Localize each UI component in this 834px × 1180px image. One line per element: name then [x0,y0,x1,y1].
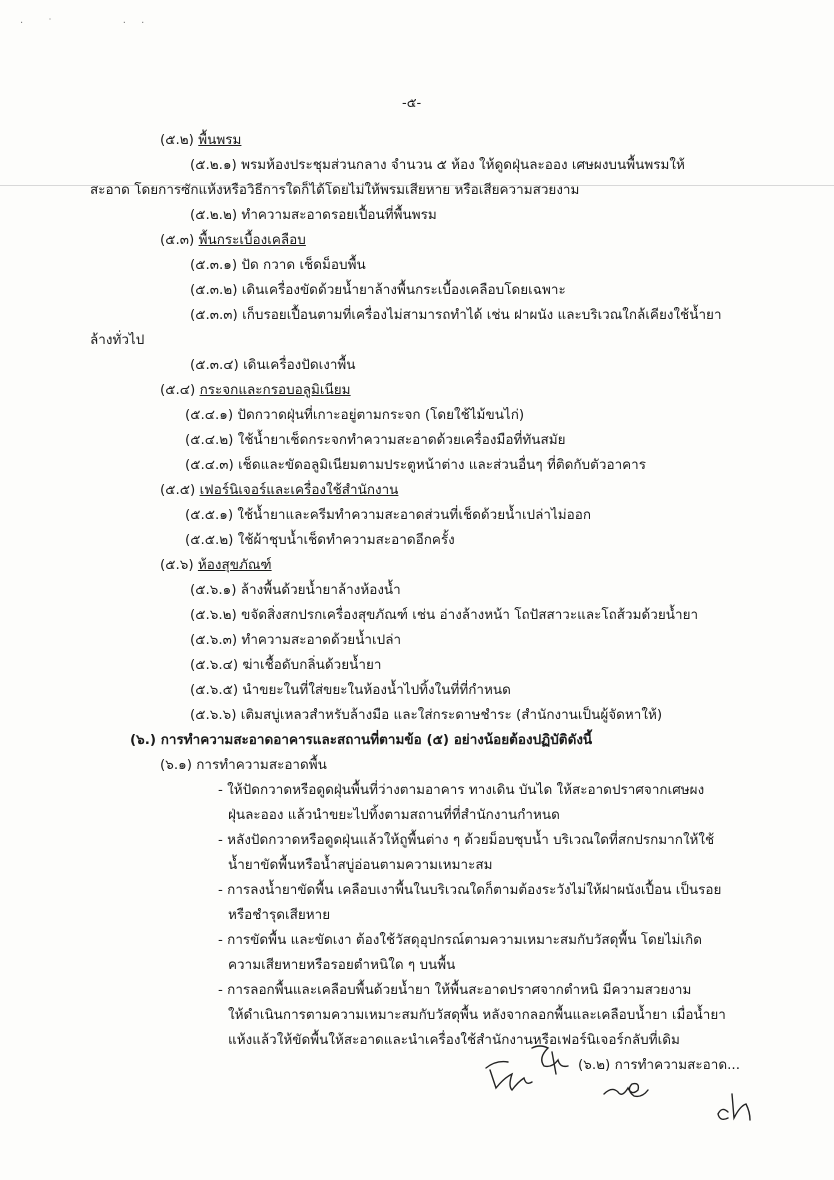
page-number: -๕- [402,96,422,111]
text-line-label: (๕.๓.๑) ปัด กวาด เช็ดม็อบพื้น [190,257,366,273]
text-line [185,430,566,450]
text-line [130,730,592,750]
text-line [90,180,579,200]
text-line-label: (๕.๖.๖) เติมสบู่เหลวสำหรับล้างมือ และใส่กระดาษชำระ (สำนักงานเป็นผู้จัดหาให้) [190,707,663,723]
text-line-label: - การลอกพื้นและเคลือบพื้นด้วยน้ำยา ให้พื้นสะอาดปราศจากตำหนิ มีความสวยงาม [218,982,692,998]
text-line [190,630,401,650]
text-line [190,155,685,175]
text-line [190,280,566,300]
text-line [218,930,702,950]
section-heading: ห้องสุขภัณฑ์ [197,557,272,573]
text-line [160,380,351,400]
text-line [218,880,721,900]
section-heading: พื้นพรม [198,132,242,148]
text-line [160,755,327,775]
scan-specks: · ˙ · · [20,18,151,29]
text-line [228,905,330,925]
section-heading: พื้นกระเบื้องเคลือบ [198,232,306,248]
text-line-label: (๕.๒) [160,132,199,148]
text-line-label: ล้างทั่วไป [90,332,145,348]
text-line [228,1030,680,1050]
text-line-label: (๖.) การทำความสะอาดอาคารและสถานที่ตามข้อ (๕) อย่างน้อยต้องปฏิบัติดังนี้ [130,732,593,748]
text-line [190,680,511,700]
text-line-label: (๕.๔.๒) ใช้น้ำยาเช็ดกระจกทำความสะอาดด้วยเครื่องมือที่ทันสมัย [185,432,566,448]
text-line-label: - หลังปัดกวาดหรือดูดฝุ่นแล้วให้ถูพื้นต่าง ๆ ด้วยม็อบชุบน้ำ บริเวณใดที่สกปรกมากให้ใช้ [218,832,715,848]
text-line [190,255,366,275]
text-line [185,455,646,475]
text-line-label: (๕.๒.๑) พรมห้องประชุมส่วนกลาง จำนวน ๕ ห้อง ให้ดูดฝุ่นละออง เศษผงบนพื้นพรมให้ [190,157,685,173]
signature-2 [604,1084,648,1097]
text-line-label: (๕.๖) [160,557,198,573]
text-line [185,505,591,525]
text-line-label: - การลงน้ำยาขัดพื้น เคลือบเงาพื้นในบริเวณใดก็ตามต้องระวังไม่ให้ฝาผนังเปื้อน เป็นรอย [218,882,722,898]
text-line [185,530,455,550]
signature-1 [486,1046,568,1090]
text-line-label: (๕.๓.๓) เก็บรอยเปื้อนตามที่เครื่องไม่สามารถทำได้ เช่น ฝาผนัง และบริเวณใกล้เคียงใช้น้ำยา [190,307,722,323]
text-line-label: (๕.๖.๑) ล้างพื้นด้วยน้ำยาล้างห้องน้ำ [190,582,401,598]
text-line-label: (๕.๔.๑) ปัดกวาดฝุ่นที่เกาะอยู่ตามกระจก (โดยใช้ไม้ขนไก่) [185,407,525,423]
text-line-label: (๕.๔.๓) เช็ดและขัดอลูมิเนียมตามประตูหน้าต่าง และส่วนอื่นๆ ที่ติดกับตัวอาคาร [185,457,647,473]
text-line [185,405,524,425]
text-line-label: (๕.๖.๒) ขจัดสิ่งสกปรกเครื่องสุขภัณฑ์ เช่น อ่างล้างหน้า โถปัสสาวะและโถส้วมด้วยน้ำยา [190,607,699,623]
text-line-label: (๕.๓.๔) เดินเครื่องปัดเงาพื้น [190,357,356,373]
text-line [190,355,356,375]
text-line-label: (๖.๑) การทำความสะอาดพื้น [160,757,327,773]
text-line [228,1005,726,1025]
text-line-label: (๕.๒.๒) ทำความสะอาดรอยเปื้อนที่พื้นพรม [190,207,437,223]
section-heading: กระจกและกรอบอลูมิเนียม [199,382,351,398]
text-line-label: (๕.๕) [160,482,200,498]
text-line-label: หรือชำรุดเสียหาย [228,907,331,923]
signature-3 [718,1094,750,1120]
text-line-label: ความเสียหายหรือรอยตำหนิใด ๆ บนพื้น [228,957,456,973]
text-line [578,1055,740,1075]
text-line-label: (๕.๕.๑) ใช้น้ำยาและครีมทำความสะอาดส่วนที่เช็ดด้วยน้ำเปล่าไม่ออก [185,507,592,523]
text-line-label: (๕.๕.๒) ใช้ผ้าชุบน้ำเช็ดทำความสะอาดอีกครั้ง [185,532,455,548]
text-line [160,555,272,575]
text-line [218,830,714,850]
text-line [160,130,241,150]
text-line [160,480,398,500]
text-line-label: ให้ดำเนินการตามความเหมาะสมกับวัสดุพื้น หลังจากลอกพื้นและเคลือบน้ำยา เมื่อน้ำยา [228,1007,726,1023]
text-line [218,980,691,1000]
text-line [228,855,492,875]
text-line-label: (๕.๖.๕) นำขยะในที่ใส่ขยะในห้องน้ำไปทิ้งในที่ที่กำหนด [190,682,511,698]
text-line-label: สะอาด โดยการซักแห้งหรือวิธีการใดก็ได้โดยไม่ให้พรมเสียหาย หรือเสียความสวยงาม [90,182,580,198]
text-line [228,955,455,975]
text-line-label: ฝุ่นละออง แล้วนำขยะไปทิ้งตามสถานที่ที่สำนักงานกำหนด [228,807,560,823]
text-line-label: (๖.๒) การทำความสะอาด... [578,1057,740,1073]
text-line [218,780,704,800]
text-line-label: (๕.๖.๔) ฆ่าเชื้อดับกลิ่นด้วยน้ำยา [190,657,382,673]
text-line-label: (๕.๖.๓) ทำความสะอาดด้วยน้ำเปล่า [190,632,402,648]
text-line-label: - ให้ปัดกวาดหรือดูดฝุ่นพื้นที่ว่างตามอาคาร ทางเดิน บันได ให้สะอาดปราศจากเศษผง [218,782,705,798]
text-line [160,230,306,250]
text-line [90,330,144,350]
text-line-label: น้ำยาขัดพื้นหรือน้ำสบู่อ่อนตามความเหมาะสม [228,857,493,873]
text-line [190,305,722,325]
text-line [190,205,437,225]
text-line-label: (๕.๓) [160,232,199,248]
text-line-label: (๕.๓.๒) เดินเครื่องขัดด้วยน้ำยาล้างพื้นกระเบื้องเคลือบโดยเฉพาะ [190,282,566,298]
text-line-label: - การขัดพื้น และขัดเงา ต้องใช้วัสดุอุปกรณ์ตามความเหมาะสมกับวัสดุพื้น โดยไม่เกิด [218,932,702,948]
text-line [190,605,698,625]
section-heading: เฟอร์นิเจอร์และเครื่องใช้สำนักงาน [199,482,399,498]
text-line-label: (๕.๔) [160,382,200,398]
text-line-label: แห้งแล้วให้ขัดพื้นให้สะอาดและนำเครื่องใช้สำนักงานหรือเฟอร์นิเจอร์กลับที่เดิม [228,1032,680,1048]
text-line [190,705,662,725]
text-line [228,805,560,825]
text-line [190,580,401,600]
text-line [190,655,381,675]
